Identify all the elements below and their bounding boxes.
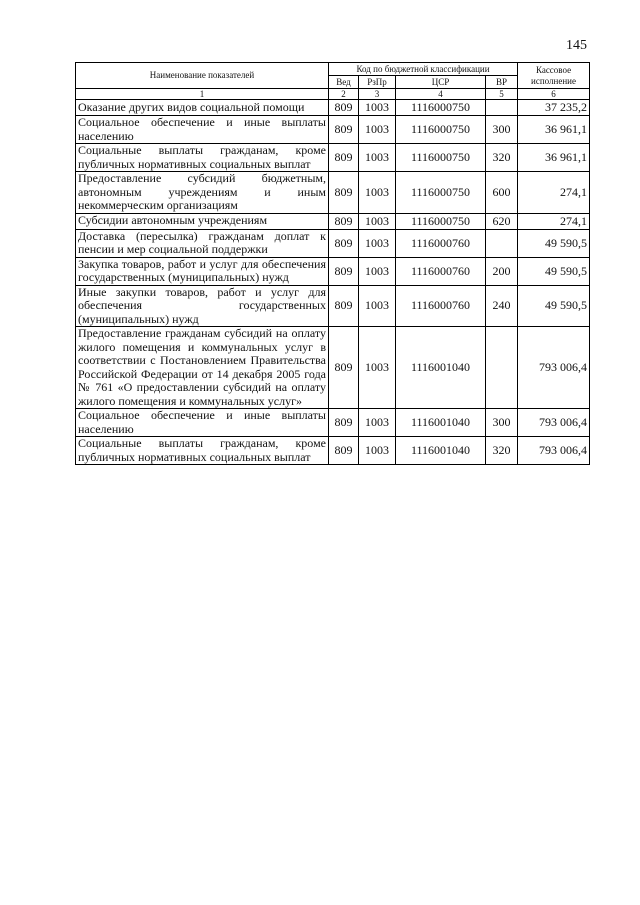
row-amount: 37 235,2 (518, 100, 590, 116)
row-csr: 1116000750 (396, 116, 486, 144)
row-amount: 49 590,5 (518, 229, 590, 257)
table-row (76, 229, 590, 257)
row-csr: 1116000760 (396, 229, 486, 257)
header-vr: ВР (486, 76, 518, 89)
table-row (76, 100, 590, 116)
row-rzpr: 1003 (359, 257, 396, 285)
row-amount: 793 006,4 (518, 327, 590, 409)
row-ved: 809 (329, 116, 359, 144)
row-vr (486, 327, 518, 409)
row-csr: 1116000750 (396, 213, 486, 229)
page-number: 145 (566, 38, 587, 53)
header-rzpr: РзПр (359, 76, 396, 89)
row-name: Социальные выплаты гражданам, кроме публичных нормативных социальных выплат (76, 144, 329, 172)
row-vr: 240 (486, 285, 518, 327)
row-ved: 809 (329, 213, 359, 229)
row-csr: 1116001040 (396, 409, 486, 437)
row-rzpr: 1003 (359, 213, 396, 229)
row-rzpr: 1003 (359, 116, 396, 144)
row-name: Социальные выплаты гражданам, кроме публичных нормативных социальных выплат (76, 437, 329, 465)
row-vr: 300 (486, 116, 518, 144)
row-name: Предоставление гражданам субсидий на оплату жилого помещения и коммунальных услуг в соответствии с Постановлением Правительства Российской Федерации от 14 декабря 2005 года № 761 «О предоставлении субсидий на оплату жилого помещения и коммунальных услуг» (76, 327, 329, 409)
row-amount: 793 006,4 (518, 437, 590, 465)
header-cash-execution: Кассовое исполнение (518, 63, 590, 89)
header-ved: Вед (329, 76, 359, 89)
row-name: Социальное обеспечение и иные выплаты населению (76, 116, 329, 144)
row-name: Субсидии автономным учреждениям (76, 213, 329, 229)
row-amount: 36 961,1 (518, 116, 590, 144)
row-ved: 809 (329, 257, 359, 285)
table-row (76, 213, 590, 229)
column-number: 3 (359, 89, 396, 100)
table-row (76, 257, 590, 285)
row-amount: 36 961,1 (518, 144, 590, 172)
row-rzpr: 1003 (359, 172, 396, 214)
column-number: 1 (76, 89, 329, 100)
row-rzpr: 1003 (359, 285, 396, 327)
row-amount: 274,1 (518, 213, 590, 229)
row-ved: 809 (329, 409, 359, 437)
row-rzpr: 1003 (359, 144, 396, 172)
row-csr: 1116001040 (396, 327, 486, 409)
row-amount: 793 006,4 (518, 409, 590, 437)
row-amount: 274,1 (518, 172, 590, 214)
row-vr: 320 (486, 144, 518, 172)
row-name: Закупка товаров, работ и услуг для обеспечения государственных (муниципальных) нужд (76, 257, 329, 285)
row-vr: 620 (486, 213, 518, 229)
row-rzpr: 1003 (359, 437, 396, 465)
row-vr: 200 (486, 257, 518, 285)
table-row (76, 144, 590, 172)
row-vr (486, 229, 518, 257)
header-csr: ЦСР (396, 76, 486, 89)
column-number: 2 (329, 89, 359, 100)
row-name: Иные закупки товаров, работ и услуг для обеспечения государственных (муниципальных) нужд (76, 285, 329, 327)
column-number: 5 (486, 89, 518, 100)
row-name: Оказание других видов социальной помощи (76, 100, 329, 116)
header-code-group: Код по бюджетной классификации (329, 63, 518, 76)
row-rzpr: 1003 (359, 409, 396, 437)
table-row (76, 327, 590, 409)
row-vr: 320 (486, 437, 518, 465)
row-name: Доставка (пересылка) гражданам доплат к пенсии и мер социальной поддержки (76, 229, 329, 257)
table-row (76, 409, 590, 437)
row-vr (486, 100, 518, 116)
column-number: 4 (396, 89, 486, 100)
column-numbers-row (76, 89, 590, 100)
row-csr: 1116000760 (396, 257, 486, 285)
row-amount: 49 590,5 (518, 285, 590, 327)
row-ved: 809 (329, 100, 359, 116)
row-ved: 809 (329, 327, 359, 409)
row-ved: 809 (329, 144, 359, 172)
row-rzpr: 1003 (359, 100, 396, 116)
table-row (76, 172, 590, 214)
row-ved: 809 (329, 437, 359, 465)
row-ved: 809 (329, 172, 359, 214)
row-vr: 600 (486, 172, 518, 214)
table-row (76, 285, 590, 327)
row-ved: 809 (329, 229, 359, 257)
budget-table (75, 62, 590, 465)
row-rzpr: 1003 (359, 327, 396, 409)
row-vr: 300 (486, 409, 518, 437)
row-csr: 1116000750 (396, 172, 486, 214)
table-row (76, 437, 590, 465)
column-number: 6 (518, 89, 590, 100)
row-csr: 1116000750 (396, 144, 486, 172)
row-ved: 809 (329, 285, 359, 327)
row-name: Социальное обеспечение и иные выплаты населению (76, 409, 329, 437)
header-name: Наименование показателей (76, 63, 329, 89)
row-rzpr: 1003 (359, 229, 396, 257)
table-row (76, 116, 590, 144)
row-csr: 1116000760 (396, 285, 486, 327)
row-amount: 49 590,5 (518, 257, 590, 285)
row-csr: 1116000750 (396, 100, 486, 116)
row-name: Предоставление субсидий бюджетным, автономным учреждениям и иным некоммерческим организациям (76, 172, 329, 214)
row-csr: 1116001040 (396, 437, 486, 465)
